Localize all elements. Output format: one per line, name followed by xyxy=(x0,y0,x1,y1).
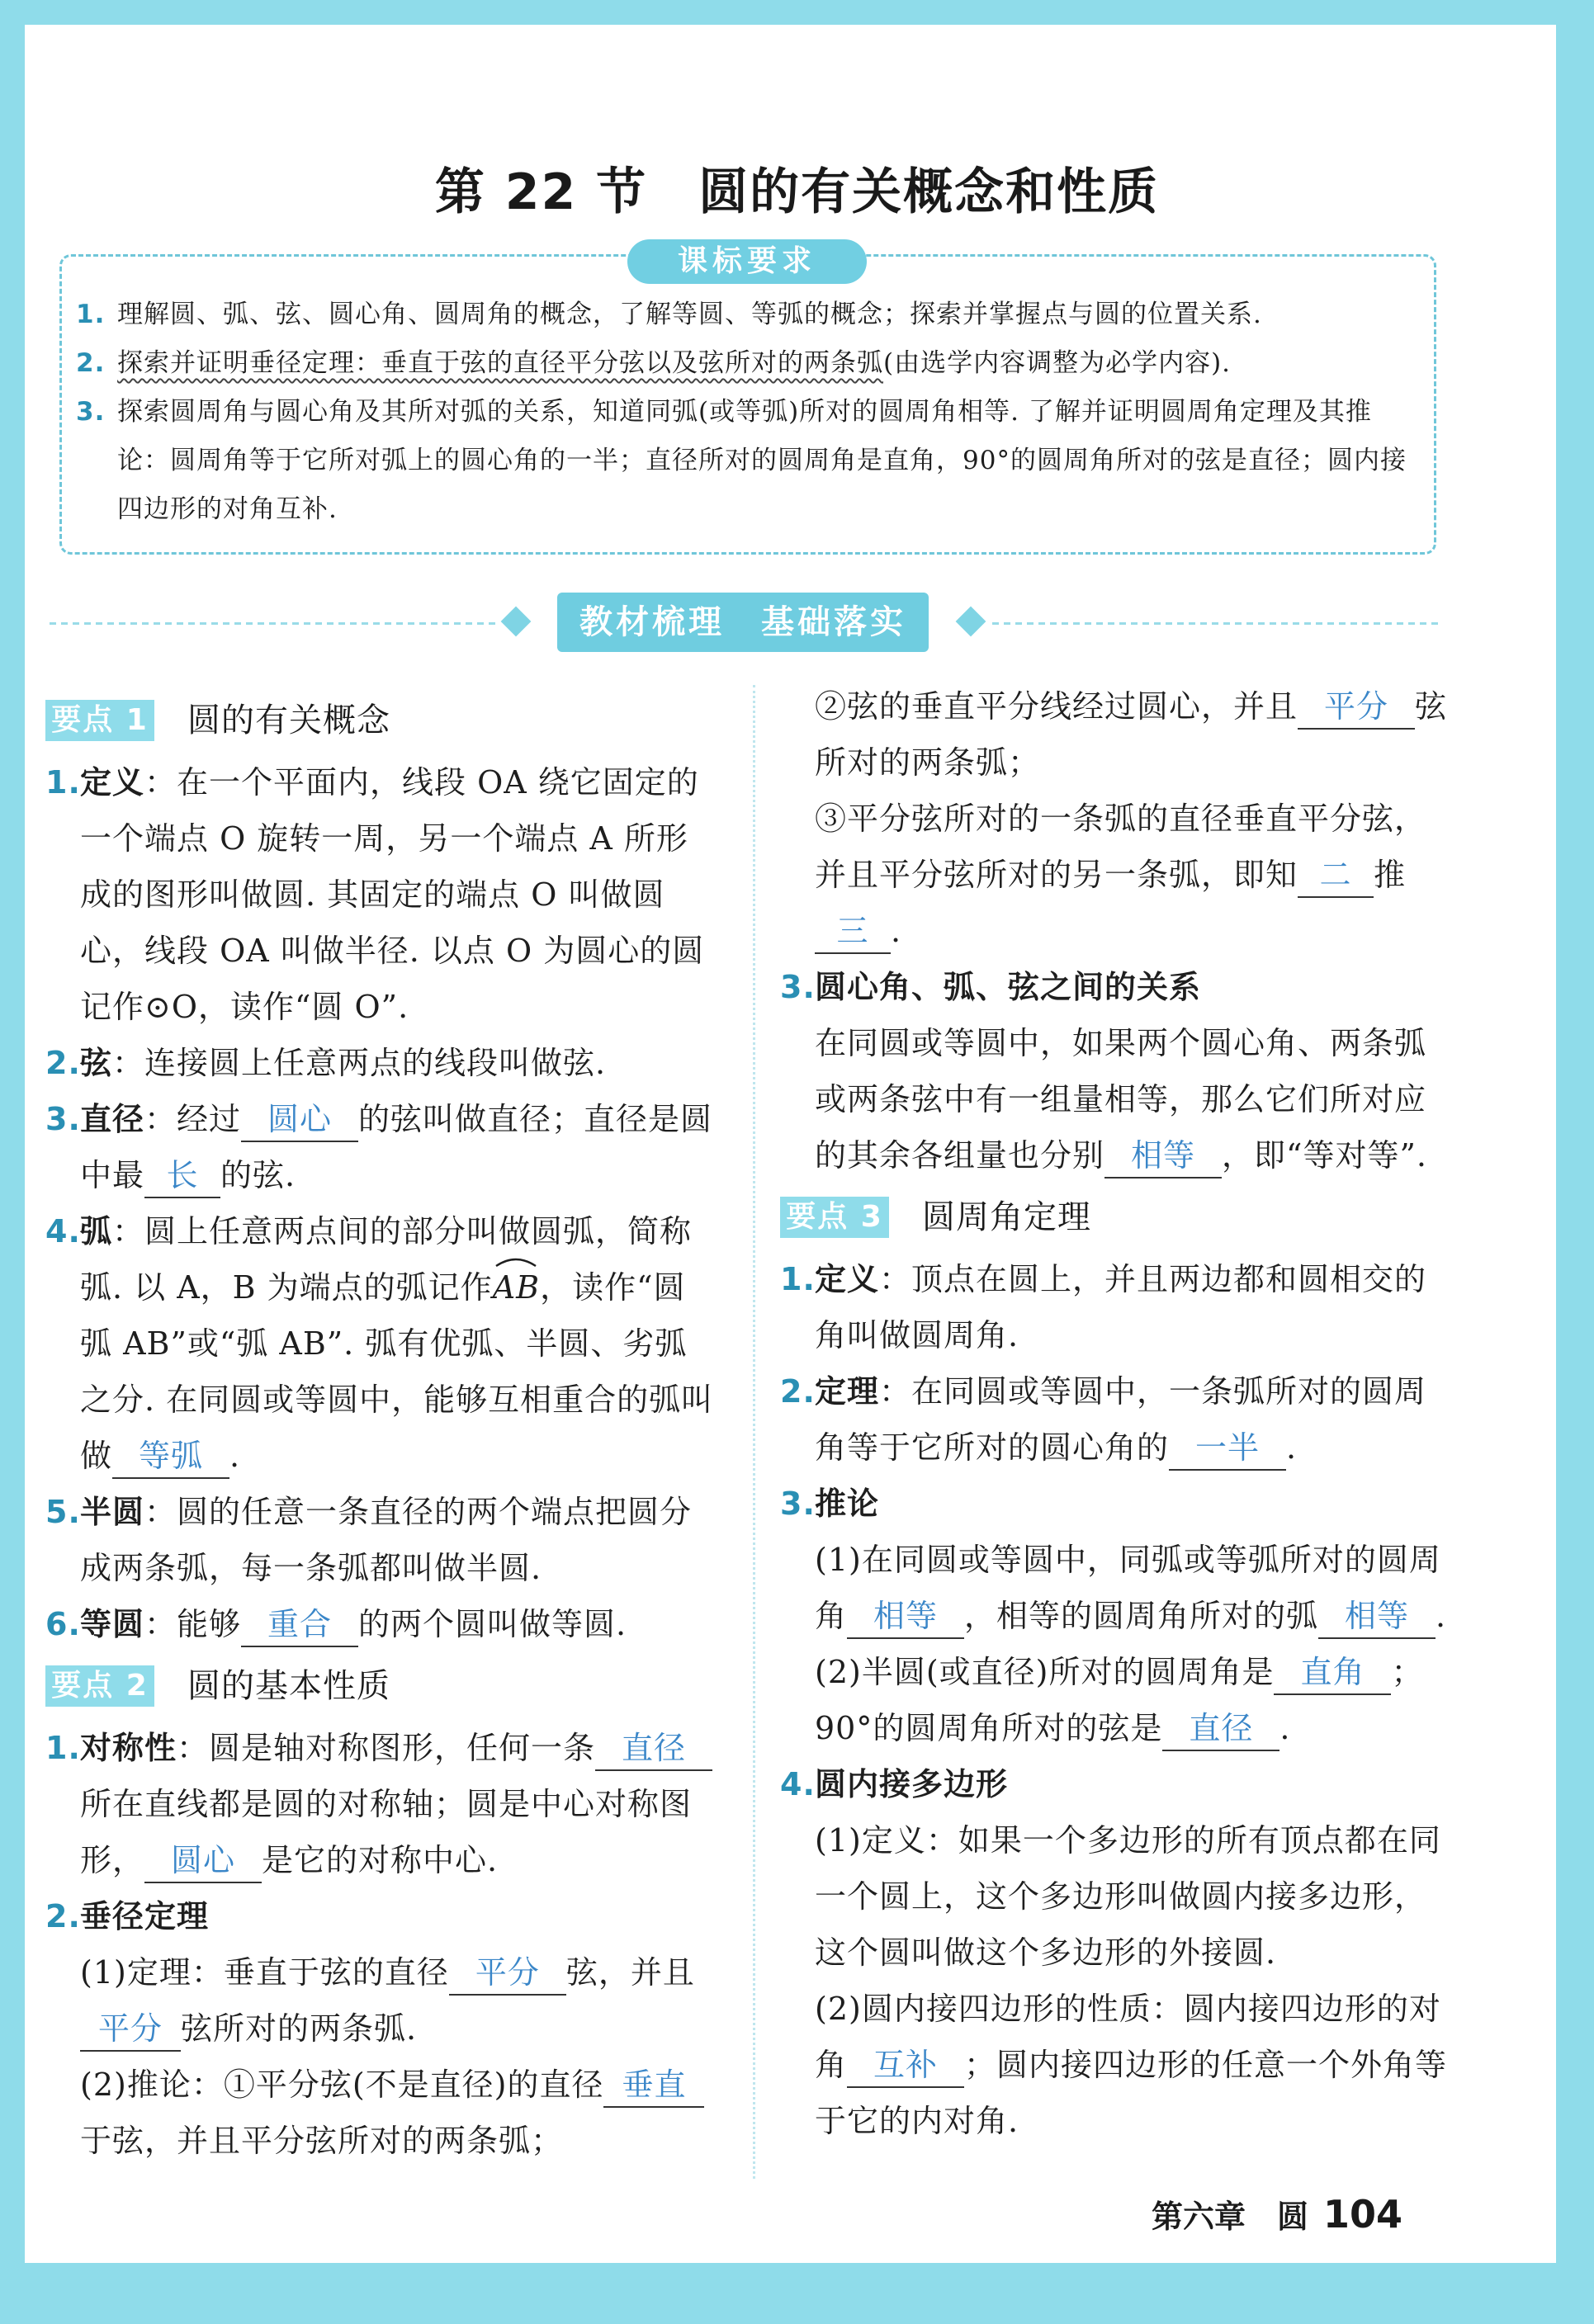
answer-blank: 长 xyxy=(144,1154,220,1198)
item-text: ，即“等对等”. xyxy=(1222,1137,1427,1174)
item-text: (1)在同圆或等圆中，同弧或等弧所对的圆周角 xyxy=(815,1542,1441,1634)
item-text: 的两个圆叫做等圆. xyxy=(358,1606,627,1642)
item-text: ：顶点在圆上，并且两边都和圆相交的角叫做圆周角. xyxy=(815,1261,1427,1353)
section-banner: 教材梳理 基础落实 xyxy=(557,593,929,652)
item-number: 3. xyxy=(780,969,816,1005)
answer-blank: 直角 xyxy=(1274,1651,1391,1695)
list-item xyxy=(780,1363,1457,1476)
list-item xyxy=(45,1091,714,1203)
item-text: 的弦叫做直径；直径是圆中最 xyxy=(80,1101,713,1193)
page-footer xyxy=(1152,2191,1402,2237)
item-text: ，读作“圆弧 AB”或“弧 AB”. 弧有优弧、半圆、劣弧之分. 在同圆或等圆中，能够互相重合的弧叫做 xyxy=(80,1269,714,1474)
item-term: 定义 xyxy=(80,764,145,801)
item-text: ：在一个平面内，线段 OA 绕它固定的一个端点 O 旋转一周，另一个端点 A 所形成的图形叫做圆. 其固定的端点 O 叫做圆心，线段 OA 叫做半径. 以点 O 为圆心的圆记作⊙O，读作“圆 O”. xyxy=(80,764,705,1025)
item-text: ；90°的圆周角所对的弦是 xyxy=(815,1654,1424,1746)
answer-blank: 平分 xyxy=(80,2007,181,2052)
item-text: ；圆内接四边形的任意一个外角等于它的内对角. xyxy=(815,2047,1448,2139)
list-item xyxy=(45,1596,714,1652)
arc-label: AB xyxy=(492,1269,541,1306)
item-number: 3. xyxy=(780,1486,816,1522)
item-text: . xyxy=(1436,1598,1447,1634)
page-title: 第 22 节 圆的有关概念和性质 xyxy=(434,163,1160,221)
answer-blank: 一半 xyxy=(1169,1426,1286,1471)
item-text: (2)推论：①平分弦(不是直径)的直径 xyxy=(80,2067,604,2103)
item-number: 6. xyxy=(45,1606,81,1642)
list-item xyxy=(45,754,714,1035)
item-number: 1. xyxy=(780,1261,816,1297)
answer-blank: 垂直 xyxy=(603,2063,704,2108)
item-number: 5. xyxy=(45,1494,81,1530)
answer-blank: 直径 xyxy=(1162,1707,1279,1751)
item-number: 2. xyxy=(45,1045,81,1081)
sub-item xyxy=(780,678,1457,791)
key-point-tag: 要点 3 xyxy=(780,1197,889,1238)
requirement-number: 2. xyxy=(76,348,106,378)
requirements-list xyxy=(76,290,1421,534)
key-point-title: 圆周角定理 xyxy=(922,1198,1091,1236)
item-term: 定理 xyxy=(815,1373,880,1410)
requirement-number: 1. xyxy=(76,300,106,329)
key-point-header xyxy=(45,690,714,751)
key-point-header xyxy=(780,1187,1457,1248)
item-term: 弧 xyxy=(80,1213,113,1249)
column-divider xyxy=(753,685,755,2179)
right-column xyxy=(780,678,1457,2149)
footer-chapter: 第六章 圆 xyxy=(1152,2199,1309,2235)
item-number: 4. xyxy=(780,1766,816,1802)
item-term: 圆心角、弧、弦之间的关系 xyxy=(815,969,1202,1005)
item-text: ③平分弦所对的一条弧的直径垂直平分弦，并且平分弦所对的另一条弧，即知 xyxy=(815,801,1427,893)
item-number: 3. xyxy=(45,1101,81,1137)
item-term: 垂径定理 xyxy=(80,1898,210,1934)
item-number: 1. xyxy=(45,764,81,801)
arc-symbol-icon xyxy=(493,1256,539,1268)
sub-item xyxy=(780,1644,1457,1756)
sub-item xyxy=(45,1944,714,2057)
item-text: (2)圆内接四边形的性质：圆内接四边形的对角 xyxy=(815,1991,1441,2083)
page-number: 104 xyxy=(1323,2192,1403,2237)
list-item xyxy=(780,1251,1457,1363)
requirement-text: 理解圆、弧、弦、圆心角、圆周角的概念，了解等圆、等弧的概念；探索并掌握点与圆的位置关系. xyxy=(117,300,1262,329)
key-point-title: 圆的基本性质 xyxy=(187,1667,390,1705)
item-number: 1. xyxy=(45,1730,81,1766)
answer-blank: 二 xyxy=(1298,853,1374,898)
item-text: 的弦. xyxy=(220,1157,296,1193)
answer-blank: 相等 xyxy=(1318,1594,1436,1639)
item-text: ：能够 xyxy=(144,1606,242,1642)
item-text: 所在直线都是圆的对称轴；圆是中心对称图形， xyxy=(80,1786,693,1878)
item-text: . xyxy=(891,913,902,949)
item-text: 推 xyxy=(1374,857,1407,893)
answer-blank: 三 xyxy=(815,909,891,954)
requirement-item xyxy=(76,388,1421,534)
answer-blank: 相等 xyxy=(1104,1134,1222,1179)
item-number: 4. xyxy=(45,1213,81,1249)
list-item xyxy=(780,1756,1457,1812)
item-text: ：圆上任意两点间的部分叫做圆弧，简称弧. 以 A，B 为端点的弧记作 xyxy=(80,1213,693,1306)
key-point-tag: 要点 2 xyxy=(45,1665,154,1707)
list-item xyxy=(780,959,1457,1015)
list-item xyxy=(780,1476,1457,1532)
key-point-title: 圆的有关概念 xyxy=(187,701,390,739)
item-text: ②弦的垂直平分线经过圆心，并且 xyxy=(815,688,1298,725)
item-term: 弦 xyxy=(80,1045,113,1081)
key-point-header xyxy=(45,1656,714,1717)
requirement-text-wavy: 探索并证明垂径定理：垂直于弦的直径平分弦以及弦所对的两条弧 xyxy=(117,348,883,378)
item-number: 2. xyxy=(45,1898,81,1934)
arc-notation xyxy=(493,1259,540,1316)
section-line-right xyxy=(992,622,1438,625)
requirement-item xyxy=(76,339,1421,388)
item-term: 圆内接多边形 xyxy=(815,1766,1009,1802)
item-term: 推论 xyxy=(815,1486,880,1522)
item-text: 弦所对的两条弧. xyxy=(181,2010,418,2047)
sub-item xyxy=(780,1812,1457,1981)
item-text: ：圆是轴对称图形，任何一条 xyxy=(177,1730,596,1766)
answer-blank: 直径 xyxy=(595,1726,712,1771)
answer-blank: 相等 xyxy=(847,1594,964,1639)
section-line-left xyxy=(50,622,495,625)
item-text: (1)定理：垂直于弦的直径 xyxy=(80,1954,449,1991)
item-term: 半圆 xyxy=(80,1494,145,1530)
item-text: ：连接圆上任意两点的线段叫做弦. xyxy=(112,1045,607,1081)
item-text: ：经过 xyxy=(144,1101,242,1137)
left-column xyxy=(45,687,714,2169)
item-text: 于弦，并且平分弦所对的两条弧； xyxy=(80,2123,564,2159)
item-text: . xyxy=(1286,1429,1298,1466)
sub-item xyxy=(780,1981,1457,2149)
item-text: ，相等的圆周角所对的弧 xyxy=(964,1598,1319,1634)
list-item xyxy=(45,1888,714,1944)
requirement-number: 3. xyxy=(76,397,106,427)
answer-blank: 平分 xyxy=(449,1951,566,1996)
answer-blank: 重合 xyxy=(241,1603,358,1647)
requirement-text: (由选学内容调整为必学内容). xyxy=(883,348,1232,378)
item-text: 弦所对的两条弧； xyxy=(815,688,1448,781)
requirement-text: 探索圆周角与圆心角及其所对弧的关系，知道同弧(或等弧)所对的圆周角相等. 了解并证明圆周角定理及其推论：圆周角等于它所对弧上的圆心角的一半；直径所对的圆周角是直角，90°的圆周角所对的弦是直径；圆内接四边形的对角互补. xyxy=(117,397,1407,524)
item-text: . xyxy=(1279,1710,1291,1746)
list-item xyxy=(45,1720,714,1888)
item-text: . xyxy=(229,1438,241,1474)
sub-item xyxy=(45,2057,714,2169)
sub-item xyxy=(780,791,1457,959)
list-item xyxy=(45,1484,714,1596)
answer-blank: 圆心 xyxy=(241,1098,358,1142)
item-text: (1)定义：如果一个多边形的所有顶点都在同一个圆上，这个多边形叫做圆内接多边形，这个圆叫做这个多边形的外接圆. xyxy=(815,1822,1441,1971)
item-text: 是它的对称中心. xyxy=(262,1842,499,1878)
item-text: 弦，并且 xyxy=(565,1954,695,1991)
answer-blank: 互补 xyxy=(847,2043,964,2088)
answer-blank: 圆心 xyxy=(144,1839,262,1883)
requirements-tag: 课标要求 xyxy=(627,239,867,284)
sub-item xyxy=(780,1015,1457,1183)
item-term: 等圆 xyxy=(80,1606,145,1642)
answer-blank: 等弧 xyxy=(112,1434,229,1479)
item-term: 直径 xyxy=(80,1101,145,1137)
item-text: 在同圆或等圆中，如果两个圆心角、两条弧或两条弦中有一组量相等，那么它们所对应的其余各组量也分别 xyxy=(815,1025,1427,1174)
item-term: 定义 xyxy=(815,1261,880,1297)
requirement-item xyxy=(76,290,1421,339)
answer-blank: 平分 xyxy=(1298,685,1415,730)
item-text: (2)半圆(或直径)所对的圆周角是 xyxy=(815,1654,1275,1690)
list-item xyxy=(45,1035,714,1091)
item-term: 对称性 xyxy=(80,1730,177,1766)
list-item xyxy=(45,1203,714,1484)
item-number: 2. xyxy=(780,1373,816,1410)
key-point-tag: 要点 1 xyxy=(45,700,154,741)
item-text: ：在同圆或等圆中，一条弧所对的圆周角等于它所对的圆心角的 xyxy=(815,1373,1427,1466)
item-text: ：圆的任意一条直径的两个端点把圆分成两条弧，每一条弧都叫做半圆. xyxy=(80,1494,693,1586)
sub-item xyxy=(780,1532,1457,1644)
